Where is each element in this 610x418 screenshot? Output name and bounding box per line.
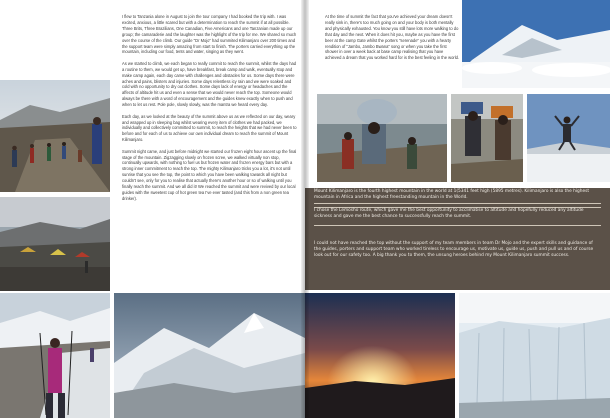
fact-block-2: [314, 208, 601, 220]
paragraph-summit-night: Summit night came, and just before midnight we started our frozen eight hour ascent up the final stage of the mountain. Zigzagging slowly on frozen scree, we walked virtually non stop, continually upwards, with nothing to fuel us but frozen water and frozen energy bars but with a strong inner commitment to reach the top. The mighty Kilimanjaro tricks you a lot, it's not until sunrise that you see the top, the point to which you have been walking towards all night but couldn't see, only for you to realise that actually there's another hour or so of walking until you finally reach the summit. And we all did it! We reached the summit and were revived by our local guides with the sweetest cup of hot green tea I've ever tasted (and this from a non green tea drinker).: [122, 148, 297, 201]
photo-porter-with-load: [317, 94, 447, 182]
paragraph-climb-routine: As we started to climb, we each began to really commit to reach the summit, whilst the days had a routine to them, we would get up, have breakfast, break camp and walk, eventually stop and make camp again, each day came with challenges and obstacles for us. Some days there were aches and pains, blisters and injuries. Some days relentless icy rain and we were soaked and cold with no opportunity to dry out clothes. Some days lack of energy or headaches and the affects of altitude hit us and even a sense that we would never reach the top. Someone would always be there with a word of encouragement and the guides knew exactly when to push and when to let us rest. Pole pole, slowly slowly, was the mantra we heard every day.: [122, 60, 297, 108]
photo-camp-above-clouds: [0, 197, 110, 291]
book-spine: [301, 0, 309, 418]
photo-trekkers-on-path: [0, 0, 110, 192]
fact-lemosho-route: I chose the Lemosho route, which gave me the best opportunity to acclimatise to altitude and hopefully reduced any altitude sickness and gave me the best chance to successfully reach the summit.: [314, 208, 584, 220]
fact-mountain-height-text: Mount Kilimanjaro is the fourth highest mountain in the world at 1(5341 feet high (5895 metres). Kilimanjaro is also the highest mountain in Africa and the highest freestanding mountain in the World.: [314, 189, 590, 201]
photo-glacier: [459, 293, 610, 418]
right-page: [305, 0, 610, 418]
photo-climber-jumping: [527, 94, 610, 182]
band-divider-1: [314, 203, 601, 204]
photo-sunrise: [305, 293, 455, 418]
photo-climber-in-snow: [0, 293, 110, 418]
article-text-left: [122, 14, 298, 207]
band-divider-2: [314, 225, 601, 226]
photo-porters-carrying: [451, 94, 523, 182]
paragraph-daily-reflection: Each day, as we looked at the beauty of the summit above us as we reflected on our day, weary and wrapped up in sleeping bag whilst wearing every item of clothes we had packed, we individually and collectively committed to summit, to reach the heights that we had never been to before and for each of us to achieve our own individual dream to reach the summit of Mount Kilimanjaro.: [122, 113, 297, 143]
fact-team-thanks: I could not have reached the top without the support of my team members in team Dr Mojo and the expert skills and guidance of the guides, porters and support team who worked tireless to encourage us, motivate us, guide us, push and pull us and of course look out for our safety too. A big thank you to them, the unsung heroes behind my Mount Kilimanjaro summit success.: [314, 241, 594, 259]
article-text-right: [325, 14, 460, 67]
photo-snowy-peak: [114, 293, 305, 418]
paragraph-arrival: I flew to Tanzania alone in August to join the tour company I had booked the trip with. I was excited, anxious, a little scared but with a determination to reach the summit if at all possible. Three Brits, Three Brazilians, One Canadian, Five Americans and one Tanzanian made up our group; the camaraderie and the laughter was the highlight of the trip for me. We shared so much over the course of the climb. Our guide "Dr Mojo" had summited Kilimanjaro over 200 times and the support team were simply amazing from start to finish. The porters carried everything up the mountain, including our food, tents and water, singing as they went.: [122, 14, 297, 55]
paragraph-summit-reflection: At the time of summit the fact that you've achieved your dream doesn't really sink in, there's too much going on and your body is both mentally and physically exhausted. You know you still have lots more walking to do that day and the next. When it does hit you, maybe as you have the first beer at the camp Gate whilst the porters "serenade" you with a hearty rendition of "Jambo, Jambo Bwana" song or when you take the first shower in over a week back at base camp realising that you have achieved a dream that you worked hard for is the best feeling in the world.: [325, 14, 460, 61]
fact-block-3: [314, 241, 601, 259]
photo-peak-over-clouds: [462, 0, 610, 88]
fact-block-1: [314, 189, 601, 201]
